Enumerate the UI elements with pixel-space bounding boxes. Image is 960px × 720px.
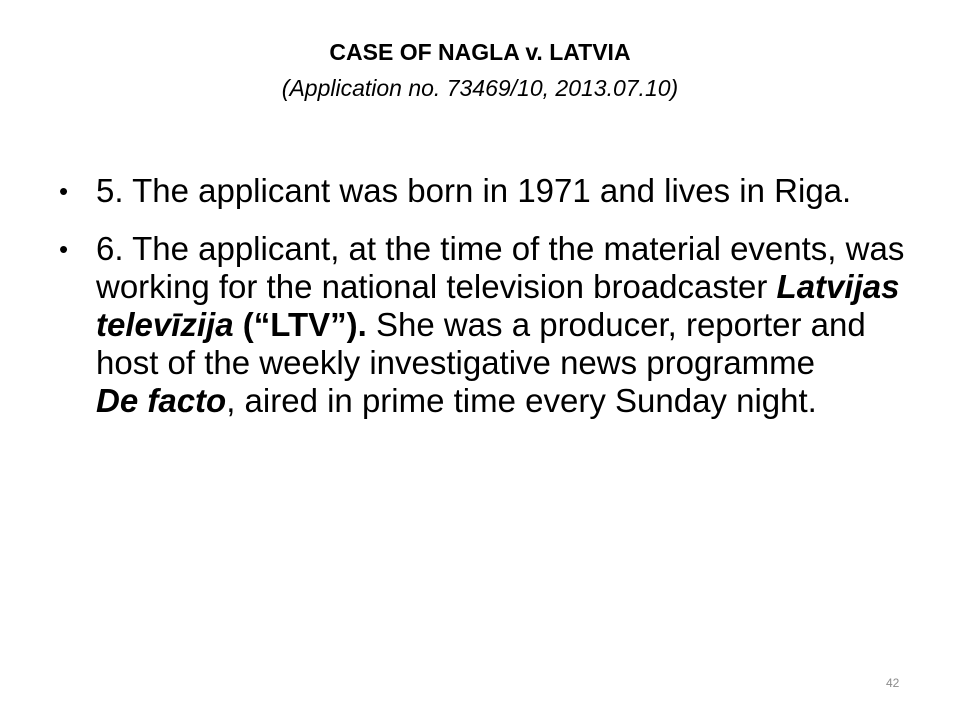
page-number: 42 <box>886 676 900 690</box>
bullet-dot: • <box>59 176 69 206</box>
slide-subtitle: (Application no. 73469/10, 2013.07.10) <box>281 75 679 101</box>
bullet-text-part: She was a producer, reporter and host of the weekly investigative news programme <box>96 306 866 381</box>
bullet-text-part: , aired in prime time every Sunday night. <box>226 382 817 419</box>
bullet-text-part: 6. The applicant, at the time of the material events, was working for the national television broadcaster <box>96 230 905 305</box>
slide-title-block <box>0 34 960 106</box>
broadcaster-name: Latvijas televīzija <box>96 268 900 343</box>
broadcaster-abbrev: (“LTV”). <box>233 306 367 343</box>
bullet-dot: • <box>59 234 69 264</box>
bullet-item-6 <box>56 230 916 420</box>
bullet-text: 5. The applicant was born in 1971 and lives in Riga. <box>96 172 852 209</box>
programme-name: De facto <box>96 382 227 419</box>
slide-title: CASE OF NAGLA v. LATVIA <box>329 39 631 65</box>
bullet-list <box>56 172 916 440</box>
bullet-item-5 <box>56 172 916 210</box>
